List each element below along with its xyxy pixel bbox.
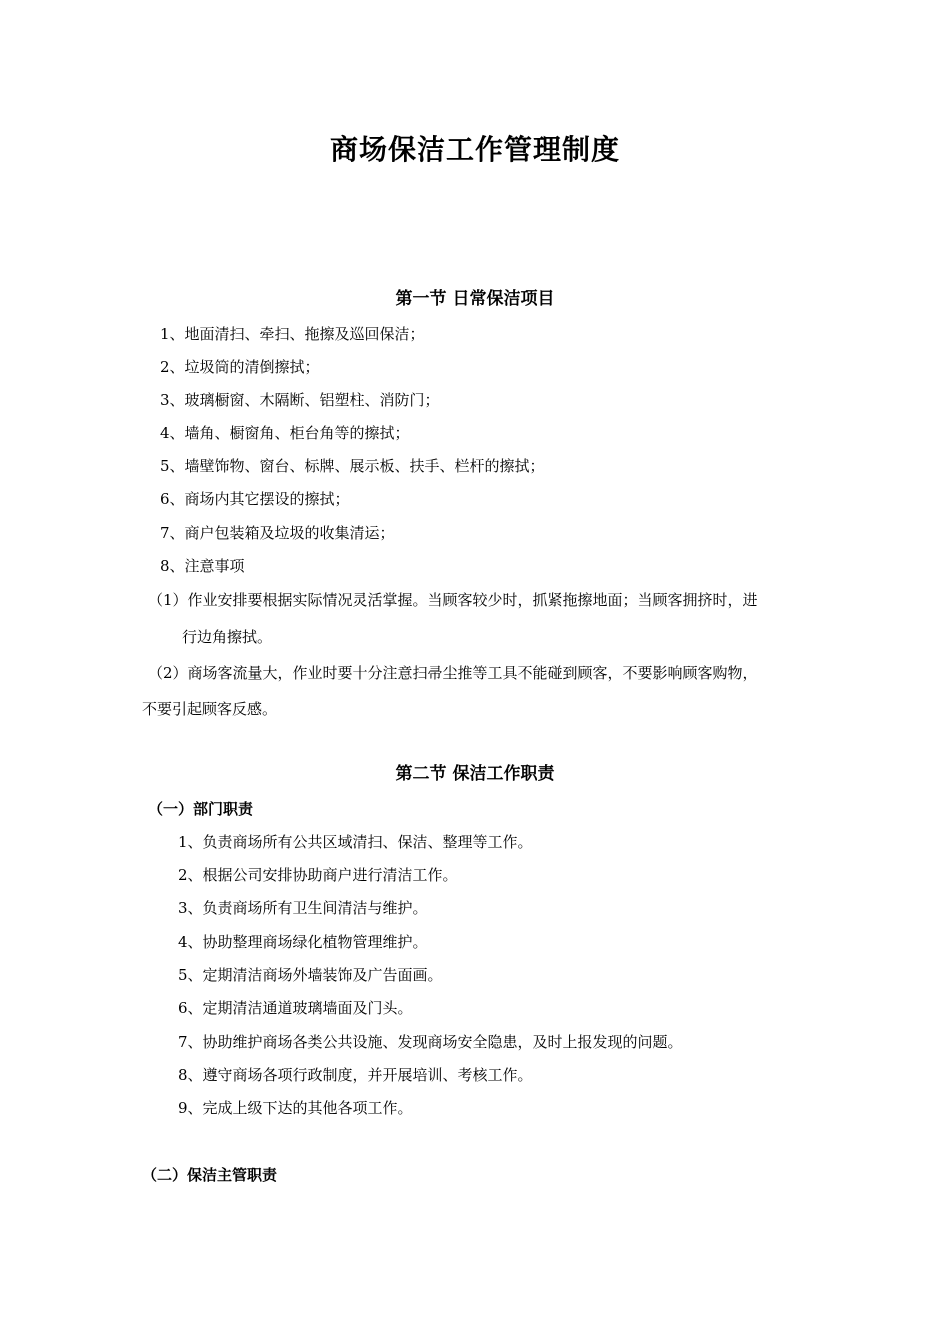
list-item: 1、负责商场所有公共区域清扫、保洁、整理等工作。 bbox=[178, 833, 533, 851]
subsection-heading: （一）部门职责 bbox=[148, 800, 254, 818]
list-item: 8、遵守商场各项行政制度，并开展培训、考核工作。 bbox=[178, 1066, 533, 1084]
list-item: 5、定期清洁商场外墙装饰及广告面画。 bbox=[178, 966, 443, 984]
note-1-line-1: （1）作业安排要根据实际情况灵活掌握。当顾客较少时，抓紧拖擦地面；当顾客拥挤时，进 bbox=[148, 591, 758, 609]
list-item: 6、商场内其它摆设的擦拭； bbox=[160, 490, 350, 508]
list-item: 4、墙角、橱窗角、柜台角等的擦拭； bbox=[160, 424, 410, 442]
list-item: 3、负责商场所有卫生间清洁与维护。 bbox=[178, 899, 428, 917]
list-item: 5、墙壁饰物、窗台、标牌、展示板、扶手、栏杆的擦拭； bbox=[160, 457, 545, 475]
note-1-line-2: 行边角擦拭。 bbox=[182, 628, 273, 646]
list-item: 9、完成上级下达的其他各项工作。 bbox=[178, 1099, 413, 1117]
list-item: 4、协助整理商场绿化植物管理维护。 bbox=[178, 933, 428, 951]
section-2-title: 第二节 保洁工作职责 bbox=[395, 764, 555, 784]
list-item: 7、商户包装箱及垃圾的收集清运； bbox=[160, 524, 395, 542]
subsection-heading: （二）保洁主管职责 bbox=[142, 1166, 278, 1184]
list-item: 2、根据公司安排协助商户进行清洁工作。 bbox=[178, 866, 458, 884]
document-title: 商场保洁工作管理制度 bbox=[329, 133, 620, 166]
note-2-line-1: （2）商场客流量大，作业时要十分注意扫帚尘推等工具不能碰到顾客，不要影响顾客购物， bbox=[148, 664, 758, 682]
note-2-line-2: 不要引起顾客反感。 bbox=[142, 700, 278, 718]
list-item: 1、地面清扫、牵扫、拖擦及巡回保洁； bbox=[160, 325, 425, 343]
list-item: 3、玻璃橱窗、木隔断、铝塑柱、消防门； bbox=[160, 391, 440, 409]
section-1-title: 第一节 日常保洁项目 bbox=[395, 289, 555, 309]
list-item: 2、垃圾筒的清倒擦拭； bbox=[160, 358, 320, 376]
list-item: 6、定期清洁通道玻璃墙面及门头。 bbox=[178, 999, 413, 1017]
list-item: 8、注意事项 bbox=[160, 557, 245, 575]
list-item: 7、协助维护商场各类公共设施、发现商场安全隐患，及时上报发现的问题。 bbox=[178, 1033, 683, 1051]
